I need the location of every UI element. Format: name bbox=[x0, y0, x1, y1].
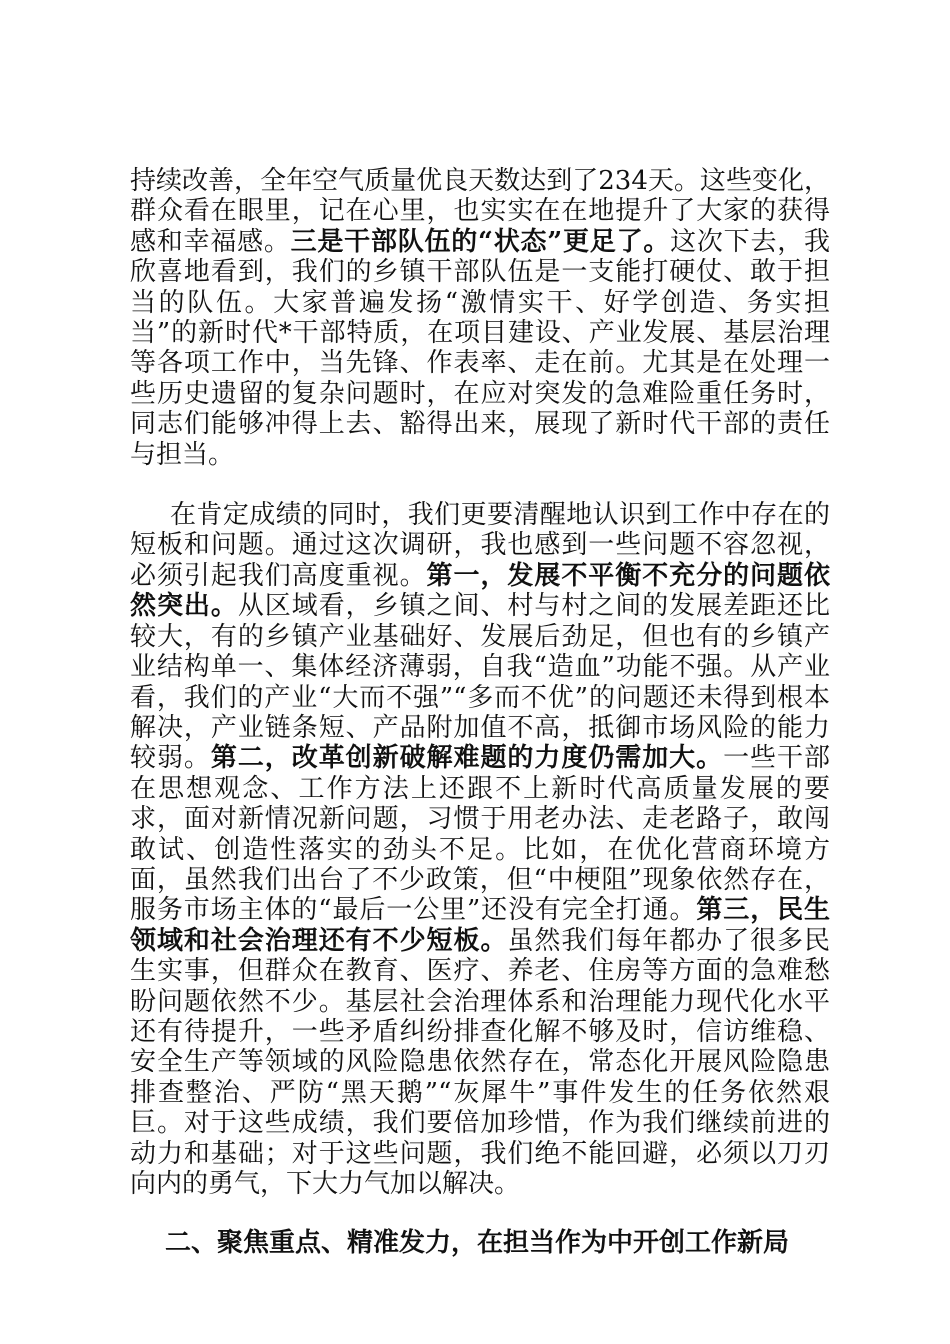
paragraph-bold-second: 第二，改革创新破解难题的力度仍需加大。 bbox=[210, 743, 724, 774]
paragraph-achievements bbox=[130, 166, 830, 470]
paragraph-gap bbox=[130, 470, 830, 500]
paragraph-text: 一些干部在思想观念、工作方法上还跟不上新时代高质量发展的要求，面对新情况新问题，习惯于用老办法、走老路子，敢闯敢试、创造性落实的劲头不足。比如，在优化营商环境方面，虽然我们出台了不少政策，但“中梗阻”现象依然存在，服务市场主体的“最后一公里”还没有完全打通。 bbox=[130, 743, 830, 926]
paragraph-text: 持续改善，全年空气质量优良天数达到了234天。这些变化，群众看在眼里，记在心里，也实实在在地提升了大家的获得感和幸福感。 bbox=[130, 166, 830, 257]
paragraph-bold-point-3: 三是干部队伍的“状态”更足了。 bbox=[290, 226, 671, 257]
paragraph-text: 这次下去，我欣喜地看到，我们的乡镇干部队伍是一支能打硬仗、敢于担当的队伍。大家普遍发扬“激情实干、好学创造、务实担当”的新时代*干部特质，在项目建设、产业发展、基层治理等各项工作中，当先锋、作表率、走在前。尤其是在处理一些历史遗留的复杂问题时，在应对突发的急难险重任务时，同志们能够冲得上去、豁得出来，展现了新时代干部的责任与担当。 bbox=[130, 226, 830, 470]
paragraph-text: 在肯定成绩的同时，我们更要清醒地认识到工作中存在的短板和问题。通过这次调研，我也感到一些问题不容忽视，必须引起我们高度重视。 bbox=[130, 500, 830, 591]
paragraph-text: 虽然我们每年都办了很多民生实事，但群众在教育、医疗、养老、住房等方面的急难愁盼问题依然不少。基层社会治理体系和治理能力现代化水平还有待提升，一些矛盾纠纷排查化解不够及时，信访维稳、安全生产等领域的风险隐患依然存在，常态化开展风险隐患排查整治、严防“黑天鹅”“灰犀牛”事件发生的任务依然艰巨。对于这些成绩，我们要倍加珍惜，作为我们继续前进的动力和基础；对于这些问题，我们绝不能回避，必须以刀刃向内的勇气，下大力气加以解决。 bbox=[130, 925, 830, 1199]
paragraph-bold-third: 第三，民生领域和社会治理还有不少短板。 bbox=[130, 895, 830, 956]
section-heading: 二、聚焦重点、精准发力，在担当作为中开创工作新局 bbox=[165, 1228, 790, 1259]
document-page bbox=[130, 166, 830, 1258]
paragraph-bold-first: 第一，发展不平衡不充分的问题依然突出。 bbox=[130, 560, 830, 622]
paragraph-gap bbox=[130, 1199, 830, 1228]
paragraph-text: 从区域看，乡镇之间、村与村之间的发展差距还比较大，有的乡镇产业基础好、发展后劲足，但也有的乡镇产业结构单一、集体经济薄弱，自我“造血”功能不强。从产业看，我们的产业“大而不强”“多而不优”的问题还未得到根本解决，产业链条短、产品附加值不高，抵御市场风险的能力较弱。 bbox=[130, 591, 830, 774]
paragraph-problems bbox=[130, 500, 830, 1199]
